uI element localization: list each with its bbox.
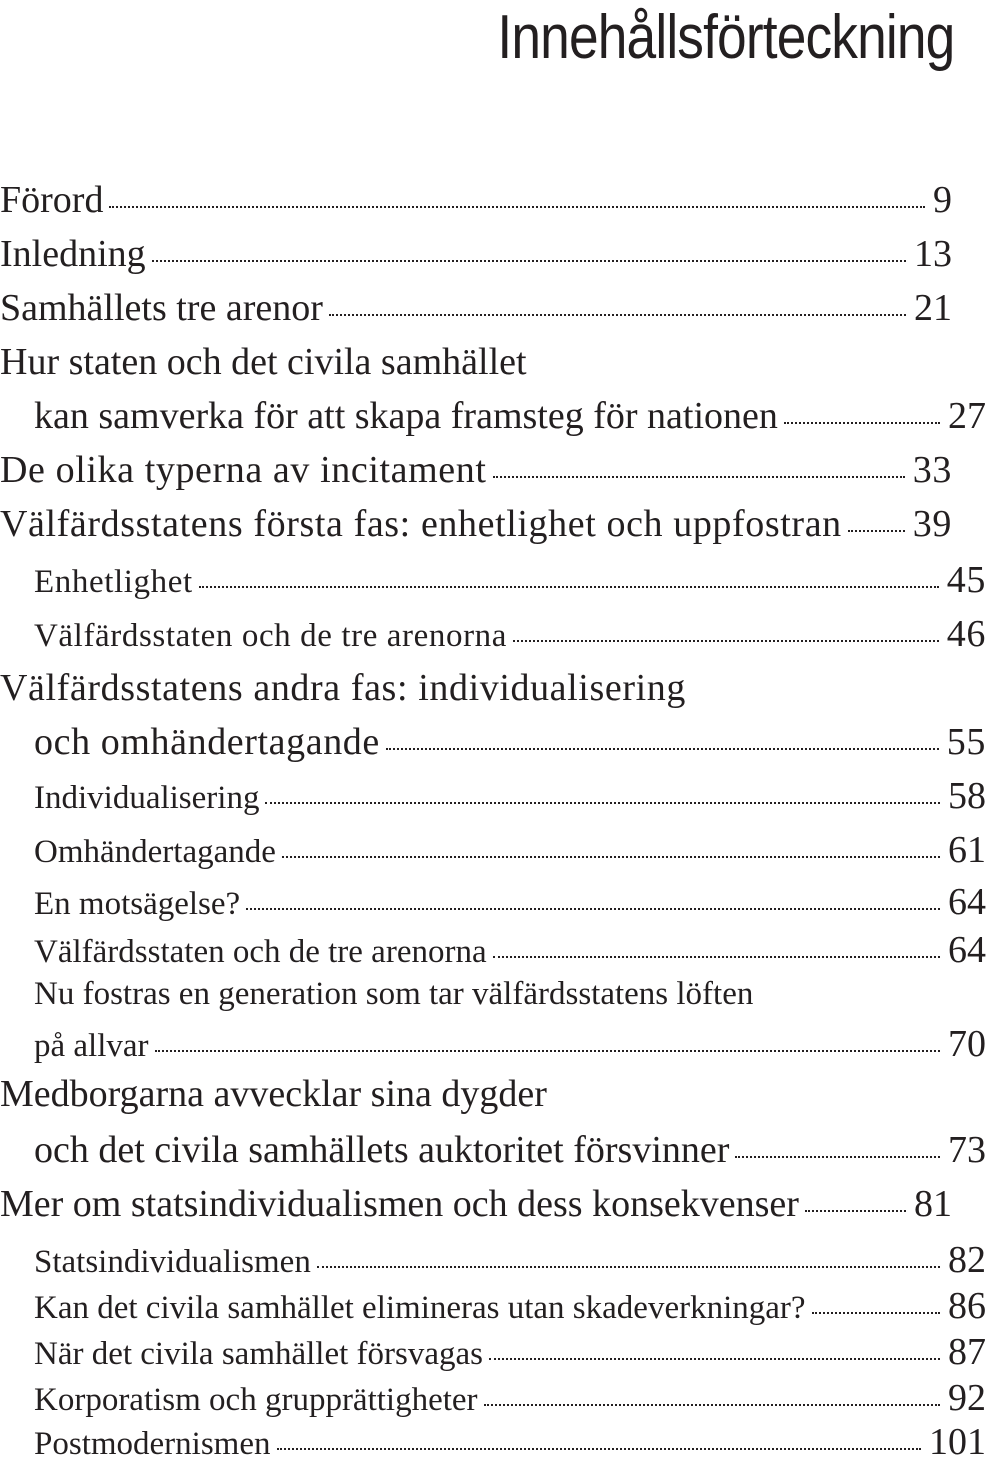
dot-leader (848, 530, 905, 532)
toc-entry-title: När det civila samhället försvagas (34, 1336, 483, 1372)
toc-entry-page: 92 (948, 1377, 986, 1419)
dot-leader (277, 1448, 922, 1450)
toc-entry-title: Hur staten och det civila samhället (0, 341, 527, 383)
toc-entry-title: Medborgarna avvecklar sina dygder (0, 1073, 547, 1115)
dot-leader (735, 1156, 940, 1158)
toc-entry-title: Välfärdsstaten och de tre arenorna (34, 934, 487, 970)
toc-subentry (0, 928, 986, 972)
toc-entry-title: Välfärdsstatens första fas: enhetlighet och uppfostran (0, 503, 842, 545)
toc-entry-title: kan samverka för att skapa framsteg för nationen (34, 395, 778, 437)
dot-leader (805, 1210, 906, 1212)
dot-leader (489, 1358, 940, 1360)
toc-entry-page: 27 (948, 395, 986, 437)
toc-subentry (0, 880, 986, 924)
toc-entry-title: Postmodernismen (34, 1426, 271, 1462)
toc-entry (0, 502, 952, 546)
toc-entry-title: De olika typerna av incitament (0, 449, 487, 491)
toc-entry-continuation (0, 720, 986, 764)
toc-entry-page: 73 (948, 1129, 986, 1171)
toc-entry-title: Förord (0, 179, 104, 221)
toc-entry-page: 33 (912, 449, 952, 491)
toc-entry-title: Inledning (0, 233, 146, 275)
toc-subentry (0, 558, 986, 602)
toc-entry-continuation (0, 394, 986, 438)
dot-leader (493, 476, 905, 478)
toc-entry-page: 64 (948, 881, 986, 923)
toc-entry-first-line (0, 340, 952, 384)
toc-entry-page: 64 (948, 929, 986, 971)
toc-subentry (0, 612, 986, 656)
toc-subentry (0, 1238, 986, 1282)
dot-leader (386, 748, 939, 750)
toc-entry (0, 1182, 952, 1226)
toc-entry (0, 232, 952, 276)
toc-entry-page: 13 (914, 233, 952, 275)
toc-entry-title: Samhällets tre arenor (0, 287, 323, 329)
toc-entry-page: 46 (946, 613, 986, 655)
toc-entry-title: Statsindividualismen (34, 1244, 311, 1280)
toc-entry (0, 448, 952, 492)
toc-entry-title: och omhändertagande (34, 721, 380, 763)
toc-subentry (0, 828, 986, 872)
toc-entry-title: Välfärdsstatens andra fas: individualisering (0, 667, 686, 709)
toc-subentry (0, 774, 986, 818)
toc-entry-title: Enhetlighet (34, 564, 193, 600)
dot-leader (282, 856, 940, 858)
toc-entry-title: Korporatism och grupprättigheter (34, 1382, 478, 1418)
toc-entry-title: Välfärdsstaten och de tre arenorna (34, 618, 508, 654)
toc-subentry (0, 1376, 986, 1420)
toc-entry-page: 21 (914, 287, 952, 329)
dot-leader (784, 422, 940, 424)
toc-entry-page: 39 (912, 503, 952, 545)
toc-entry-first-line (0, 666, 952, 710)
dot-leader (155, 1050, 940, 1052)
toc-entry-title: Kan det civila samhället elimineras utan skadeverkningar? (34, 1290, 806, 1326)
toc-subentry-first-line (0, 976, 986, 1013)
toc-entry-page: 87 (948, 1331, 986, 1373)
toc-entry (0, 178, 952, 222)
dot-leader (493, 956, 940, 958)
dot-leader (152, 260, 906, 262)
dot-leader (329, 314, 906, 316)
toc-entry-title: på allvar (34, 1028, 149, 1064)
toc-entry-title: En motsägelse? (34, 886, 241, 922)
dot-leader (109, 206, 925, 208)
toc-entry-title: och det civila samhällets auktoritet försvinner (34, 1129, 730, 1171)
toc-entry-page: 45 (946, 559, 986, 601)
toc-entry-page: 82 (948, 1239, 986, 1281)
toc-entry-title: Omhändertagande (34, 834, 276, 870)
toc-entry-title: Individualisering (34, 780, 260, 816)
toc-entry-page: 61 (948, 829, 986, 871)
dot-leader (484, 1404, 940, 1406)
toc-entry-page: 101 (929, 1421, 986, 1463)
toc-subentry-continuation (0, 1022, 986, 1066)
toc-entry-continuation (0, 1128, 986, 1172)
dot-leader (317, 1266, 940, 1268)
dot-leader (199, 586, 939, 588)
dot-leader (513, 640, 939, 642)
toc-entry-page: 9 (933, 179, 952, 221)
toc-entry-page: 86 (948, 1285, 986, 1327)
toc-subentry (0, 1420, 986, 1464)
toc-entry (0, 286, 952, 330)
toc-entry-page: 70 (948, 1023, 986, 1065)
toc-entry-title: Mer om statsindividualismen och dess konsekvenser (0, 1183, 799, 1225)
toc-entry-page: 55 (946, 721, 986, 763)
toc-subentry (0, 1330, 986, 1374)
toc-entry-title: Nu fostras en generation som tar välfärdsstatens löften (34, 976, 754, 1012)
toc-entry-page: 81 (914, 1183, 952, 1225)
toc-subentry (0, 1284, 986, 1328)
dot-leader (246, 908, 940, 910)
page-title: Innehållsförteckning (496, 3, 954, 72)
dot-leader (265, 802, 940, 804)
toc-entry-first-line (0, 1072, 952, 1116)
dot-leader (812, 1312, 940, 1314)
toc-entry-page: 58 (948, 775, 986, 817)
